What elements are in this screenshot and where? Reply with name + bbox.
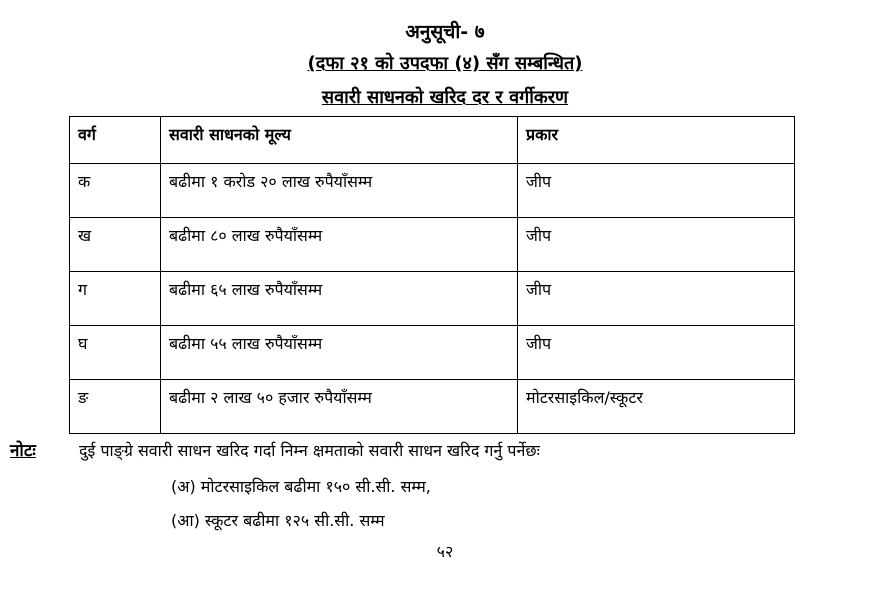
cell-price: बढीमा २ लाख ५० हजार रुपैयाँसम्म	[161, 380, 518, 434]
cell-price: बढीमा ६५ लाख रुपैयाँसम्म	[161, 272, 518, 326]
vehicle-classification-table	[69, 116, 795, 434]
table-row	[70, 218, 795, 272]
table-row	[70, 380, 795, 434]
cell-price: बढीमा ५५ लाख रुपैयाँसम्म	[161, 326, 518, 380]
note-item-motorcycle: (अ) मोटरसाइकिल बढीमा १५० सी.सी. सम्म,	[171, 477, 431, 496]
cell-class: ग	[70, 272, 161, 326]
note-item-scooter: (आ) स्कूटर बढीमा १२५ सी.सी. सम्म	[171, 511, 385, 530]
schedule-subtitle: (दफा २१ को उपदफा (४) सँग सम्बन्धित)	[307, 53, 583, 74]
table-heading: सवारी साधनको खरिद दर र वर्गीकरण	[321, 87, 569, 108]
cell-price: बढीमा १ करोड २० लाख रुपैयाँसम्म	[161, 164, 518, 218]
column-header-class: वर्ग	[70, 117, 161, 164]
page-number: ५२	[436, 542, 454, 561]
table-header-row	[70, 117, 795, 164]
cell-class: घ	[70, 326, 161, 380]
cell-type: जीप	[518, 326, 795, 380]
table-row	[70, 272, 795, 326]
table-row	[70, 164, 795, 218]
cell-class: क	[70, 164, 161, 218]
note-text: दुई पाङ्ग्रे सवारी साधन खरिद गर्दा निम्न क्षमताको सवारी साधन खरिद गर्नु पर्नेछः	[79, 441, 540, 460]
schedule-title: अनुसूची- ७	[405, 21, 485, 43]
cell-type: जीप	[518, 164, 795, 218]
column-header-price: सवारी साधनको मूल्य	[161, 117, 518, 164]
cell-type: जीप	[518, 218, 795, 272]
column-header-type: प्रकार	[518, 117, 795, 164]
cell-type: जीप	[518, 272, 795, 326]
cell-type: मोटरसाइकिल/स्कूटर	[518, 380, 795, 434]
cell-price: बढीमा ८० लाख रुपैयाँसम्म	[161, 218, 518, 272]
note-label: नोटः	[10, 441, 36, 461]
table-row	[70, 326, 795, 380]
cell-class: ख	[70, 218, 161, 272]
cell-class: ङ	[70, 380, 161, 434]
